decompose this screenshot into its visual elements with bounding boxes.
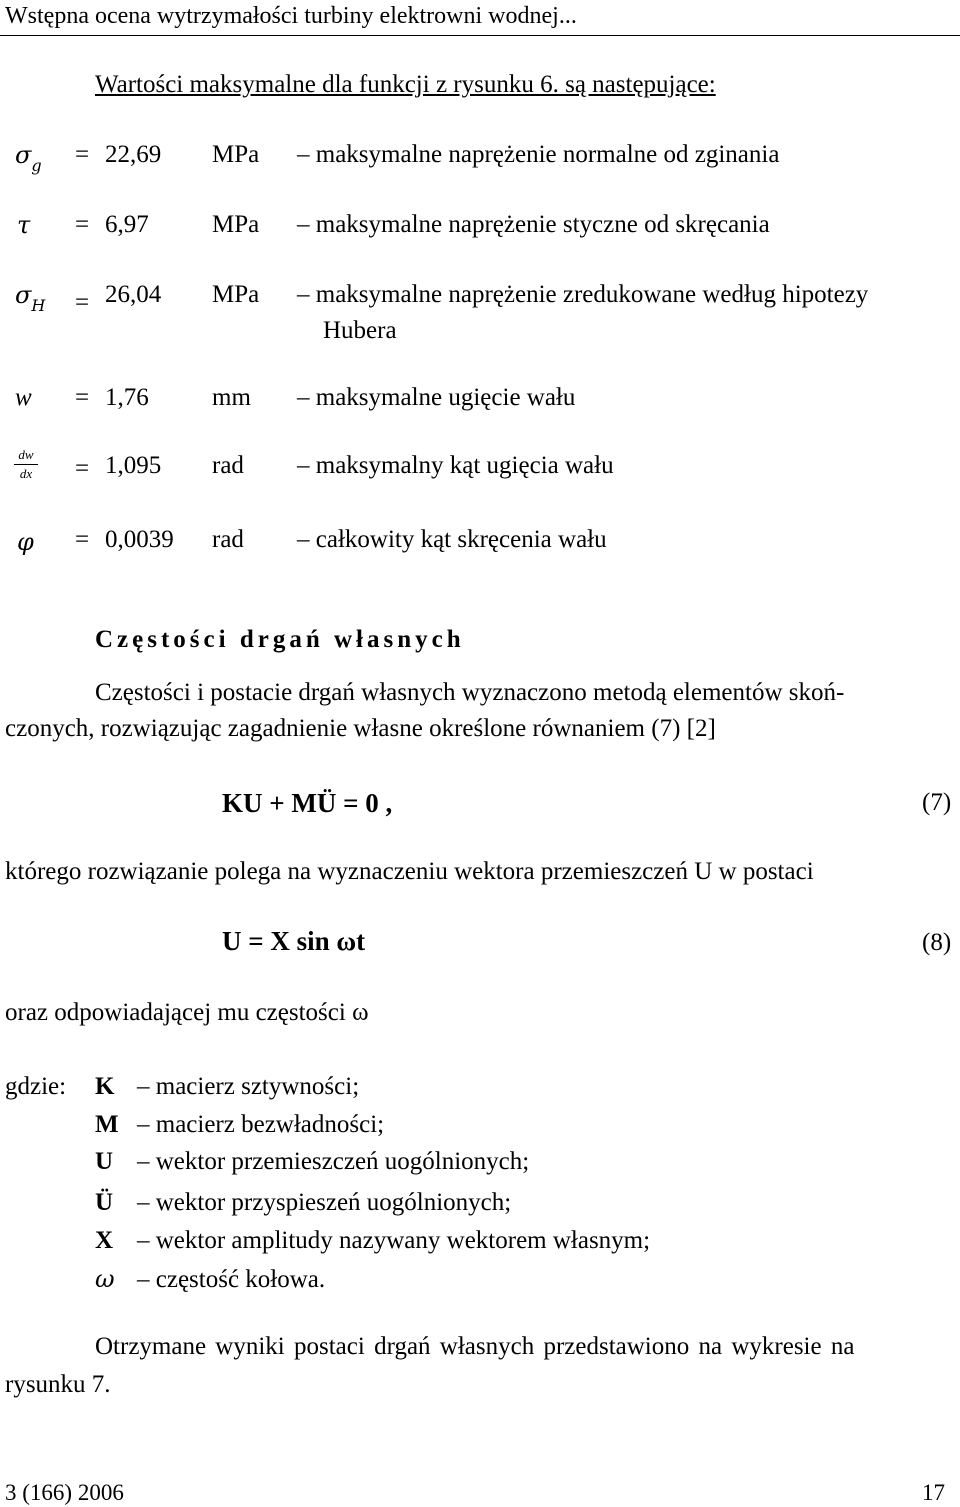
description: – maksymalne naprężenie styczne od skręcania: [297, 211, 770, 238]
paragraph-line: którego rozwiązanie polega na wyznaczeniu wektora przemieszczeń U w postaci: [5, 858, 814, 885]
value: 26,04: [105, 281, 162, 308]
where-symbol: Ü: [95, 1189, 114, 1216]
header-rule: [0, 35, 960, 36]
symbol-phi: φ: [17, 528, 34, 556]
paragraph-line: oraz odpowiadającej mu częstości ω: [5, 999, 369, 1026]
equation-7: KU + MÜ = 0 ,: [222, 788, 393, 818]
description-continued: Hubera: [323, 317, 397, 344]
unit: rad: [212, 452, 244, 479]
equation-number-8: (8): [922, 929, 952, 956]
unit: mm: [212, 384, 251, 411]
where-description: – wektor amplitudy nazywany wektorem własnym;: [137, 1227, 651, 1254]
symbol-w: w: [15, 384, 32, 411]
section-title: Częstości drgań własnych: [95, 626, 465, 653]
fraction-bar: [14, 464, 38, 465]
where-description: – macierz bezwładności;: [137, 1111, 385, 1138]
footer-page-number: 17: [922, 1480, 945, 1505]
paragraph-line: rysunku 7.: [5, 1371, 111, 1398]
unit: MPa: [212, 281, 260, 308]
value: 1,095: [105, 452, 162, 479]
where-symbol: X: [95, 1227, 114, 1254]
paragraph-line: czonych, rozwiązując zagadnienie własne określone równaniem (7) [2]: [5, 715, 716, 742]
description: – maksymalny kąt ugięcia wału: [297, 452, 614, 479]
where-symbol: ω: [95, 1265, 115, 1293]
where-description: – wektor przyspieszeń uogólnionych;: [137, 1189, 512, 1216]
fraction-denominator: dx: [19, 466, 33, 482]
symbol-sigma-h: $\sigma_H$: [15, 281, 46, 315]
derivative-fraction: [14, 448, 38, 482]
paragraph-line: Otrzymane wyniki postaci drgań własnych przedstawiono na wykresie na: [95, 1333, 855, 1360]
where-symbol: M: [95, 1111, 119, 1138]
equals-sign: =: [75, 384, 90, 411]
unit: MPa: [212, 141, 260, 168]
symbol-sigma-g: $\sigma_g$: [15, 141, 42, 175]
intro-line: Wartości maksymalne dla funkcji z rysunku 6. są następujące:: [95, 71, 716, 98]
running-title: Wstępna ocena wytrzymałości turbiny elektrowni wodnej...: [5, 3, 577, 29]
description: – maksymalne naprężenie normalne od zginania: [297, 141, 780, 168]
equals-sign: =: [75, 141, 90, 168]
footer-issue: 3 (166) 2006: [5, 1480, 124, 1505]
equals-sign: =: [75, 455, 90, 482]
paragraph-line: Częstości i postacie drgań własnych wyznaczono metodą elementów skoń-: [95, 679, 845, 706]
where-label: gdzie:: [5, 1073, 67, 1100]
value: 6,97: [105, 211, 149, 238]
equation-number-7: (7): [922, 789, 952, 816]
equation-8: U = X sin ωt: [222, 926, 366, 956]
where-symbol: K: [95, 1073, 115, 1100]
equals-sign: =: [75, 289, 90, 316]
unit: rad: [212, 526, 244, 553]
where-symbol: U: [95, 1148, 114, 1175]
value: 22,69: [105, 141, 162, 168]
equals-sign: =: [75, 211, 90, 238]
value: 1,76: [105, 384, 149, 411]
where-description: – macierz sztywności;: [137, 1073, 360, 1100]
description: – maksymalne ugięcie wału: [297, 384, 576, 411]
symbol-tau: τ: [17, 211, 31, 239]
value: 0,0039: [105, 526, 174, 553]
description: – całkowity kąt skręcenia wału: [297, 526, 607, 553]
equals-sign: =: [75, 526, 90, 553]
description: – maksymalne naprężenie zredukowane według hipotezy: [297, 281, 869, 308]
fraction-numerator: dw: [18, 447, 34, 462]
where-description: – częstość kołowa.: [137, 1266, 326, 1293]
where-description: – wektor przemieszczeń uogólnionych;: [137, 1148, 530, 1175]
unit: MPa: [212, 211, 260, 238]
